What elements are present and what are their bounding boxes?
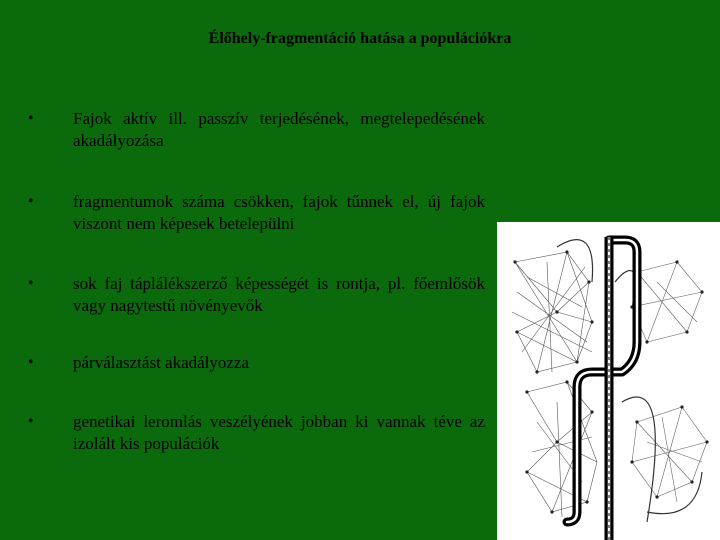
- slide-title: Élőhely-fragmentáció hatása a populációkra: [208, 30, 512, 47]
- bullet-text: genetikai leromlás veszélyének jobban ki vannak téve az izolált kis populációk: [73, 412, 485, 453]
- bullet-text: fragmentumok száma csökken, fajok tűnnek el, új fajok viszont nem képesek betelepülni: [73, 192, 485, 233]
- bullet-icon: •: [28, 193, 34, 210]
- bullet-icon: •: [28, 413, 34, 430]
- bullet-icon: •: [28, 275, 34, 292]
- bullet-text: Fajok aktív ill. passzív terjedésének, megtelepedésének akadályozása: [73, 109, 485, 150]
- habitat-fragmentation-figure: [497, 222, 720, 540]
- bullet-text: sok faj táplálékszerző képességét is rontja, pl. főemlősök vagy nagytestű növényevők: [73, 274, 485, 315]
- bullet-icon: •: [28, 110, 34, 127]
- road-centerline: [567, 240, 637, 522]
- right-network-lines: [632, 262, 707, 502]
- bullet-text: párválasztást akadályozza: [73, 353, 250, 372]
- left-network-lines: [512, 252, 597, 517]
- habitat-fragmentation-road-network-diagram-icon: [497, 222, 720, 540]
- bullet-icon: •: [28, 354, 34, 371]
